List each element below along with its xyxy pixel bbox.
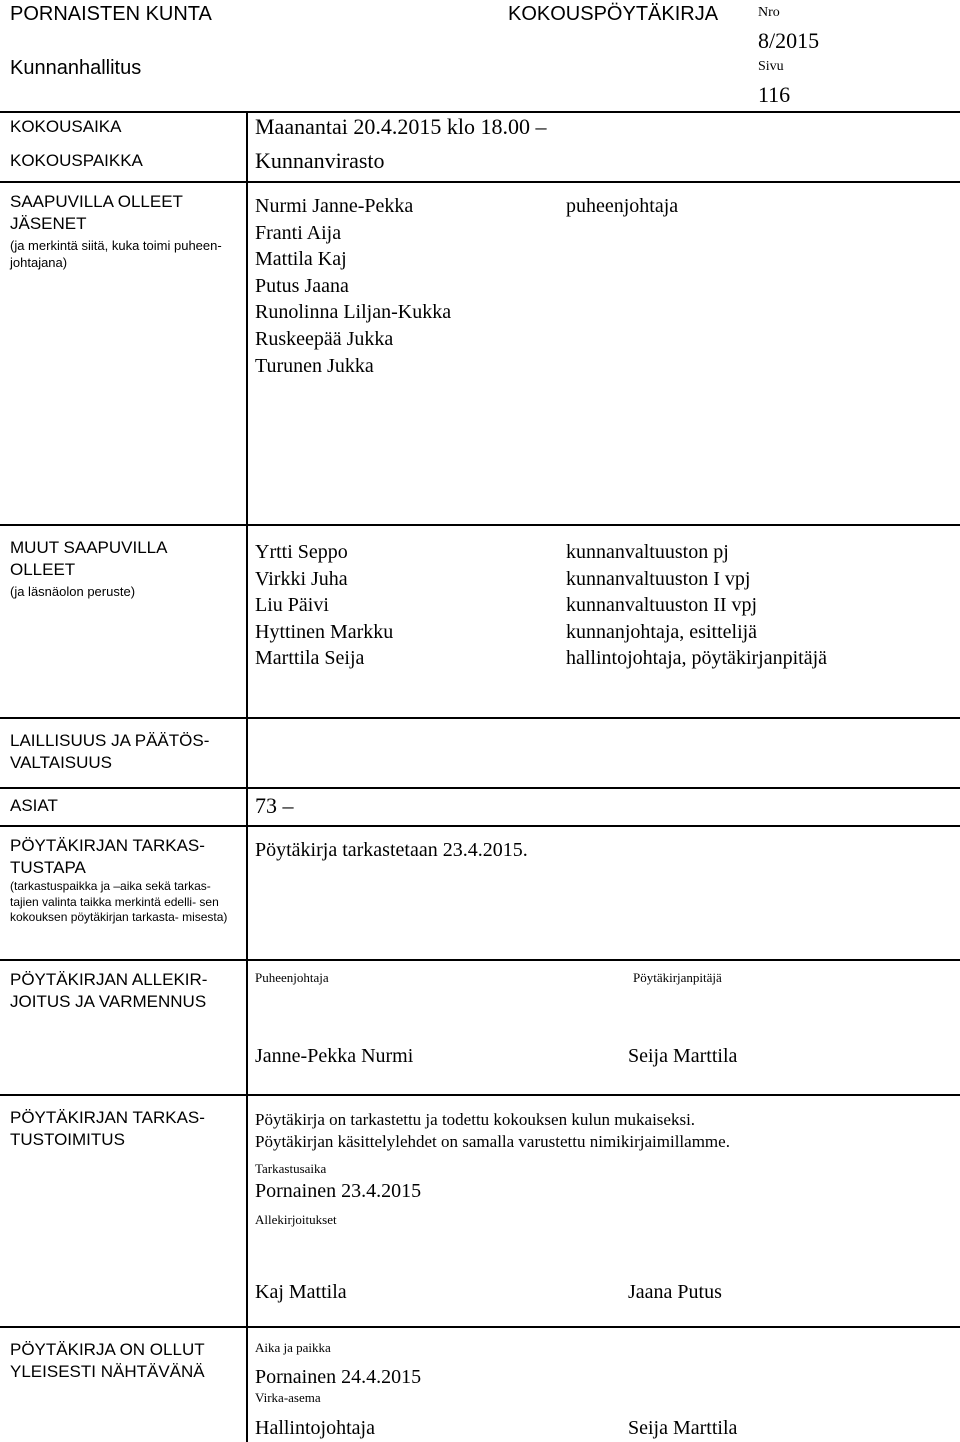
nro-label: Nro [758,5,780,20]
document-type: KOKOUSPÖYTÄKIRJA [508,3,719,25]
attendee-name: Hyttinen Markku [255,620,394,643]
attendee-name: Liu Päivi [255,594,329,617]
signature-label: PÖYTÄKIRJAN ALLEKIR- JOITUS JA VARMENNUS [10,970,208,1011]
review-label: PÖYTÄKIRJAN TARKAS- TUSTOIMITUS [10,1108,205,1149]
attendee-name: Virkki Juha [255,567,348,590]
attendee-name: Marttila Seija [255,647,365,670]
signatures-label: Allekirjoitukset [255,1212,337,1227]
member-name: Ruskeepää Jukka [255,327,394,350]
items-value: 73 – [255,793,294,818]
members-sublabel: (ja merkintä siitä, kuka toimi puheen- johtajana) [10,238,222,270]
reviewer-1-name: Kaj Mattila [255,1281,347,1303]
meeting-time-label: KOKOUSAIKA [10,117,122,136]
nro-value: 8/2015 [758,28,820,53]
divider-review-method [0,825,960,827]
member-name: Turunen Jukka [255,354,374,377]
sivu-label: Sivu [758,59,784,74]
divider-public [0,1326,960,1328]
others-sublabel: (ja läsnäolon peruste) [10,584,136,599]
secretary-title: Pöytäkirjanpitäjä [633,970,722,985]
position-value: Hallintojohtaja [255,1417,375,1439]
secretary-name: Seija Marttila [628,1045,738,1067]
divider-members [0,181,960,183]
organ-name: Kunnanhallitus [10,57,142,79]
divider-review [0,1094,960,1096]
divider-signature [0,959,960,961]
place-time-value: Pornainen 24.4.2015 [255,1366,422,1388]
member-name: Mattila Kaj [255,248,347,271]
review-text-1: Pöytäkirja on tarkastettu ja todettu kokouksen kulun mukaiseksi. [255,1110,696,1129]
position-label: Virka-asema [255,1390,321,1405]
divider-items [0,787,960,789]
review-time-value: Pornainen 23.4.2015 [255,1180,422,1202]
others-label: MUUT SAAPUVILLA OLLEET [10,538,167,579]
member-name: Nurmi Janne-Pekka [255,195,414,217]
divider-legality [0,717,960,719]
members-label: SAAPUVILLA OLLEET JÄSENET [10,192,183,233]
members-list [255,193,451,379]
attendee-role: kunnanvaltuuston I vpj [566,567,751,590]
member-name: Franti Aija [255,221,342,244]
divider-others [0,524,960,526]
public-label: PÖYTÄKIRJA ON OLLUT YLEISESTI NÄHTÄVÄNÄ [10,1340,205,1381]
attendee-role: kunnanvaltuuston pj [566,541,729,563]
legality-label: LAILLISUUS JA PÄÄTÖS- VALTAISUUS [10,731,210,772]
page-number: 116 [758,82,791,107]
meeting-time-value: Maanantai 20.4.2015 klo 18.00 – [255,114,547,139]
chair-title: Puheenjohtaja [255,970,329,985]
meeting-place-value: Kunnanvirasto [255,148,385,173]
review-method-sublabel: (tarkastuspaikka ja –aika sekä tarkas- tajien valinta taikka merkintä edelli- sen kokouksen pöytäkirjan tarkasta- misesta) [10,879,228,924]
attendee-role: kunnanjohtaja, esittelijä [566,620,758,643]
member-name: Runolinna Liljan-Kukka [255,301,452,324]
divider-top [0,111,960,113]
review-method-label: PÖYTÄKIRJAN TARKAS- TUSTAPA [10,836,205,877]
attendee-role: hallintojohtaja, pöytäkirjanpitäjä [566,647,828,670]
place-time-label: Aika ja paikka [255,1340,331,1355]
review-text-2: Pöytäkirjan käsittelylehdet on samalla varustettu nimikirjaimillamme. [255,1132,730,1151]
chair-name: Janne-Pekka Nurmi [255,1045,414,1067]
others-names [255,539,393,672]
review-method-value: Pöytäkirja tarkastetaan 23.4.2015. [255,839,528,861]
meeting-place-label: KOKOUSPAIKKA [10,151,143,170]
items-label: ASIAT [10,796,58,815]
official-name: Seija Marttila [628,1417,738,1439]
column-separator [246,111,248,1442]
review-time-label: Tarkastusaika [255,1161,327,1176]
attendee-role: kunnanvaltuuston II vpj [566,594,758,617]
others-roles [566,539,827,672]
reviewer-2-name: Jaana Putus [628,1281,722,1303]
municipality-name: PORNAISTEN KUNTA [10,3,212,25]
attendee-name: Yrtti Seppo [255,541,348,563]
member-name: Putus Jaana [255,274,349,297]
chair-role: puheenjohtaja [566,195,679,217]
